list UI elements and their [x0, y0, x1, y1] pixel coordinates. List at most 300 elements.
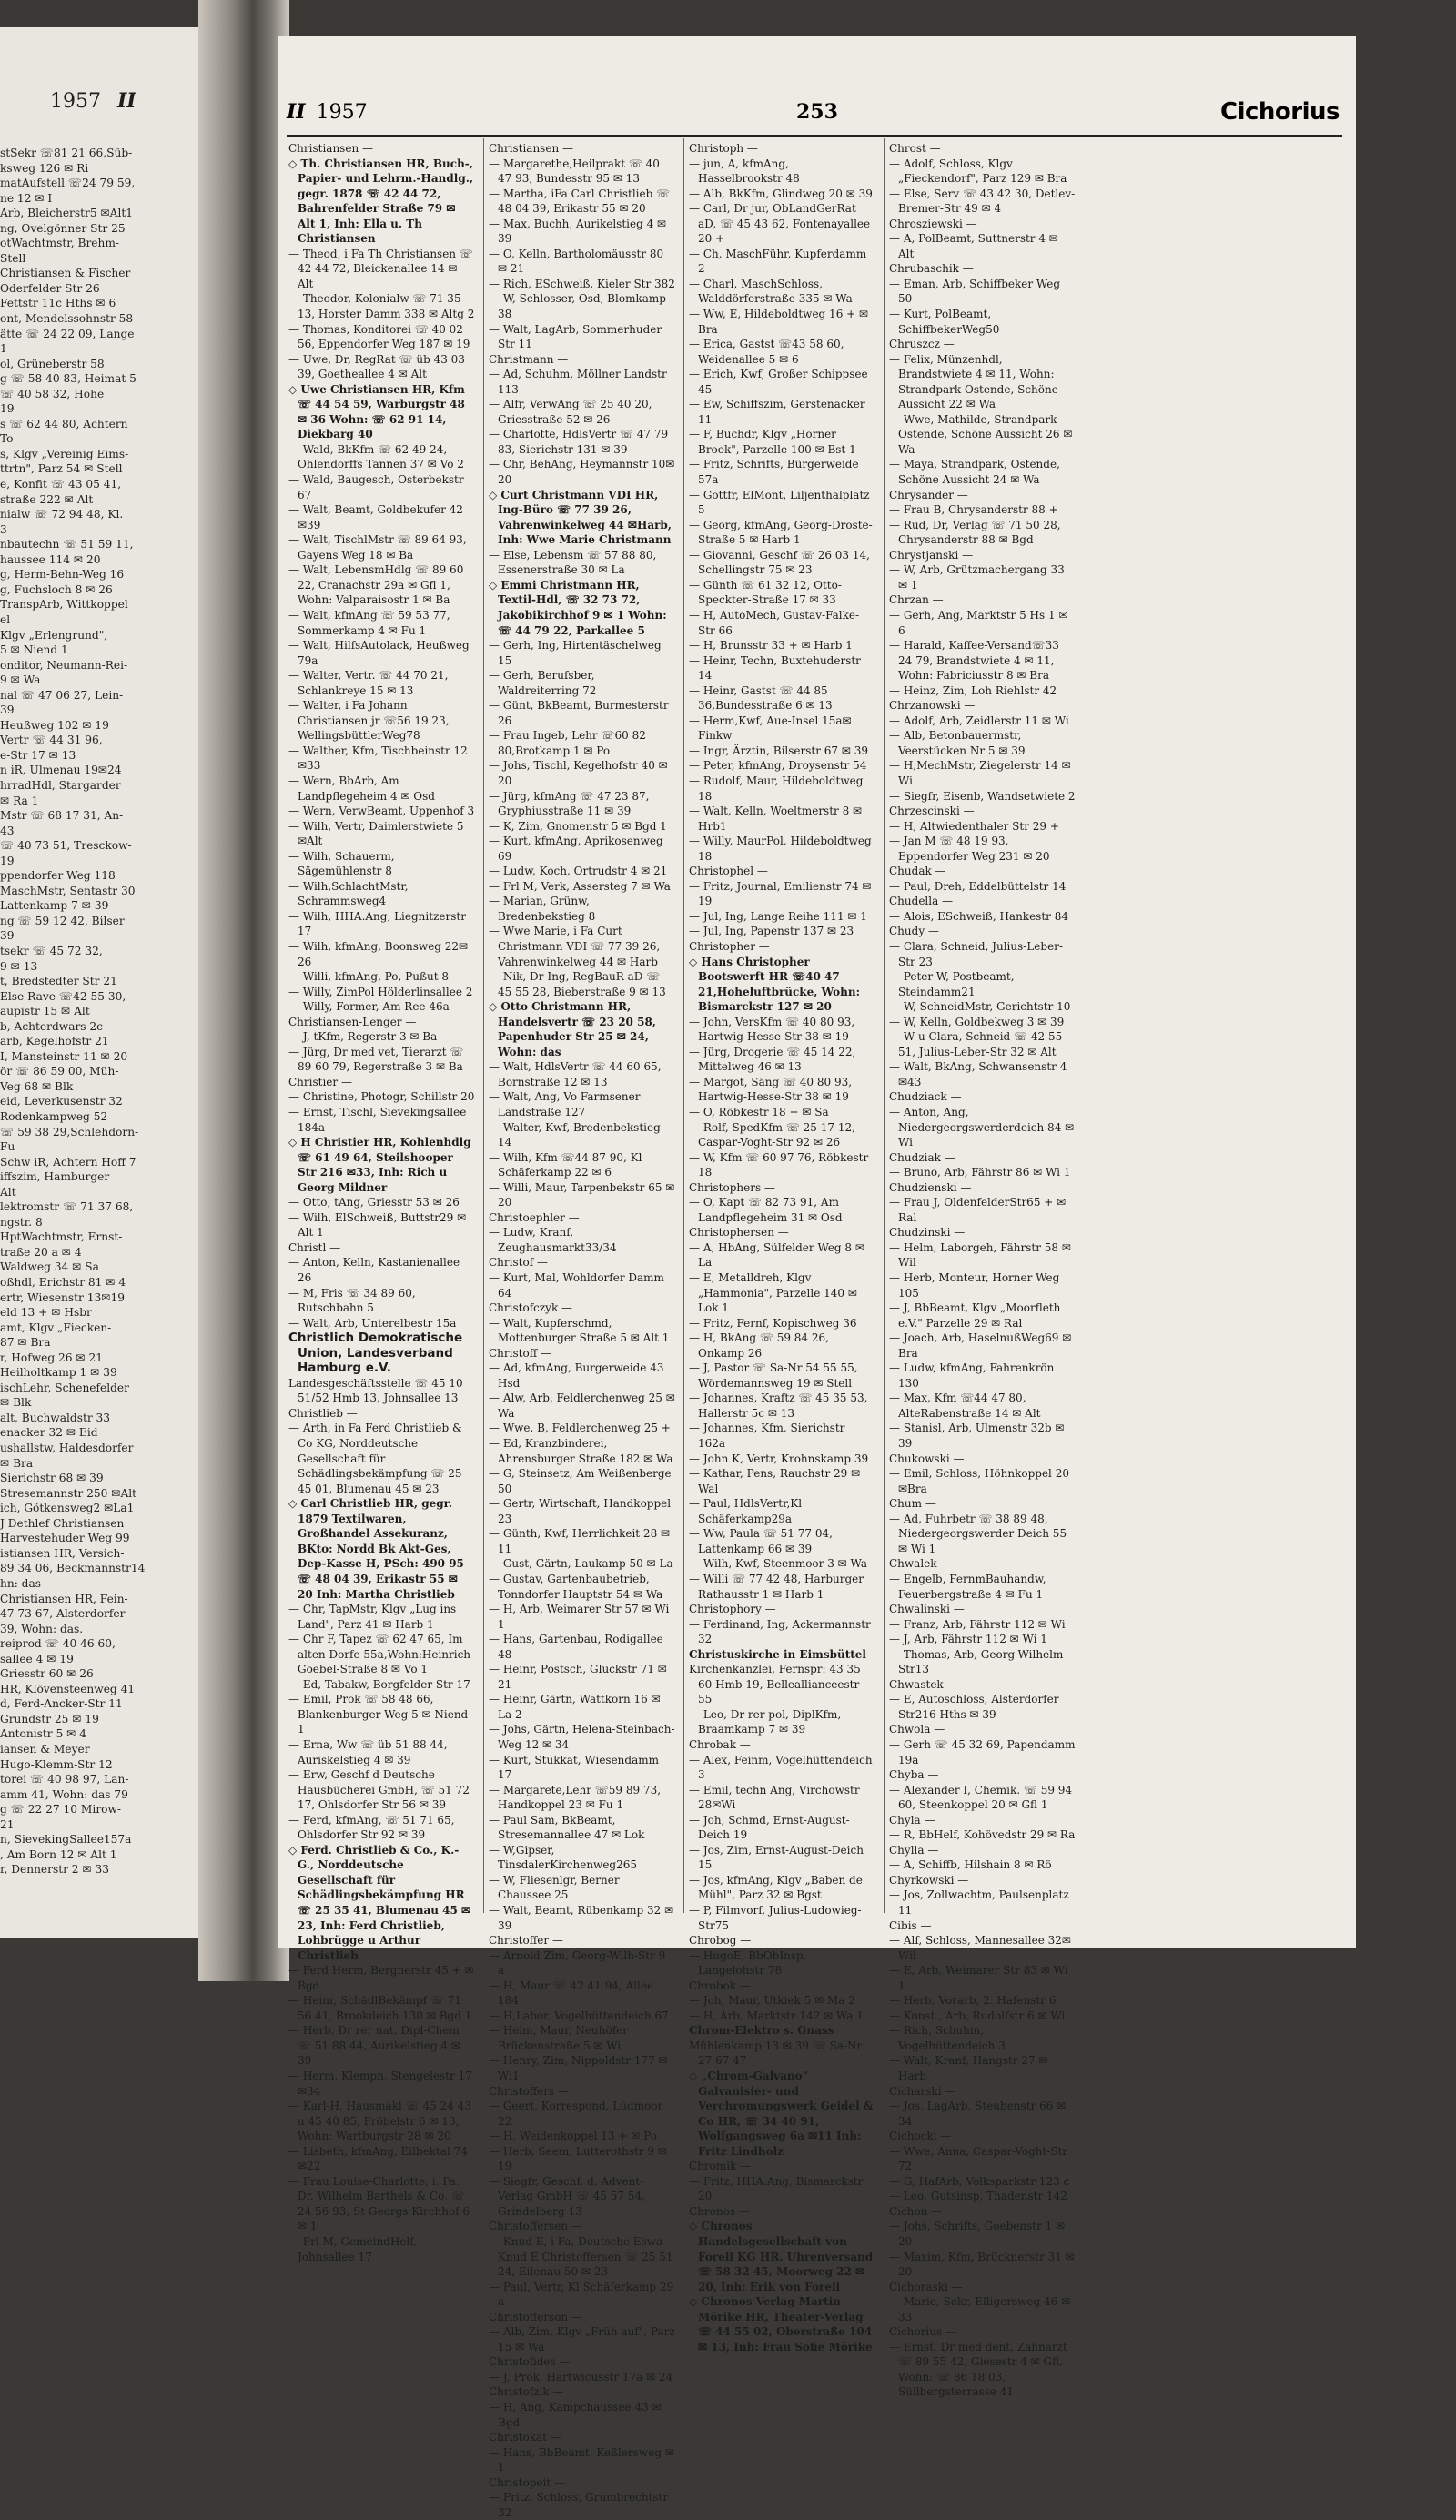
directory-entry: — Margot, Säng ☏ 40 80 93, Hartwig-Hesse-Str 38 ✉ 19 — [689, 1075, 853, 1104]
directory-entry: — Ferd, kfmAng, ☏ 51 71 65, Ohlsdorfer Str 92 ✉ 39 — [288, 1813, 455, 1842]
directory-entry: — G, HafArb, Volksparkstr 123 c — [889, 2174, 1070, 2188]
directory-entry: — Gerh ☏ 45 32 69, Papendamm 19a — [889, 1737, 1076, 1766]
left-page-line: b, Achterdwars 2c — [0, 1019, 103, 1033]
header-rule — [287, 135, 1342, 137]
directory-entry: — Rich, ESchweiß, Kieler Str 382 — [489, 277, 675, 290]
left-page-line: el — [0, 612, 11, 626]
directory-entry: — Walter, Kwf, Bredenbekstieg 14 — [489, 1120, 661, 1149]
directory-entry: — Adolf, Schloss, Klgv „Fieckendorf", Parz 129 ✉ Bra — [889, 157, 1067, 186]
left-page-line: ätte ☏ 24 22 09, Lange — [0, 327, 135, 340]
firm-entry: ◇ Chronos Verlag Martin Mörike HR, Theater-Verlag ☏ 44 55 02, Oberstraße 104 ✉ 13, Inh: Frau Sofie Mörike — [689, 2295, 873, 2353]
directory-entry: — Alb, Zim, Klgv „Früh auf", Parz 15 ✉ Wa — [489, 2325, 675, 2353]
left-page-line: Antonistr 5 ✉ 4 — [0, 1727, 86, 1741]
directory-entry: — Herm,Kwf, Aue-Insel 15a✉Finkw — [689, 713, 852, 743]
directory-entry: — Willi, Maur, Tarpenbekstr 65 ✉20 — [489, 1180, 675, 1209]
directory-entry: — Konst., Arb, Rudolfstr 6 ✉ Wi — [889, 2009, 1066, 2022]
directory-entry: — Walt, LagArb, Sommerhuder Str 11 — [489, 322, 662, 351]
left-page-line: oßhdl, Erichstr 81 ✉ 4 — [0, 1276, 126, 1290]
left-header-year: 1957 — [50, 90, 101, 113]
left-page-line: 39 — [0, 703, 15, 717]
directory-entry: — Carl, Dr jur, ObLandGerRat aD, ☏ 45 43 62, Fontenayallee 20 + — [689, 202, 871, 246]
directory-entry: — Maya, Strandpark, Ostende, Schöne Aussicht 24 ✉ Wa — [889, 458, 1060, 487]
surname-heading: Chrystjanski — — [889, 548, 974, 562]
surname-heading: Chyla — — [889, 1813, 935, 1827]
directory-entry: — Joh, Maur, Utkiek 5 ✉ Ma 2 — [689, 1994, 855, 2008]
directory-entry: — Herb, Monteur, Horner Weg 105 — [889, 1271, 1060, 1300]
directory-entry: — A, Schiffb, Hilshain 8 ✉ Rö — [889, 1858, 1052, 1872]
directory-entry: — Ferd Herm, Bergnerstr 45 + ✉Bgd — [288, 1964, 474, 1992]
surname-heading: Christofczyk — — [489, 1301, 573, 1315]
left-page-line: g ☏ 22 27 10 Mirow- — [0, 1803, 122, 1817]
left-header-volume: II — [117, 89, 136, 113]
left-page-line: Fettstr 11c Hths ✉ 6 — [0, 297, 116, 310]
left-page-line: straße 222 ✉ Alt — [0, 492, 94, 506]
directory-entry: — Fritz, Schloss, Grumbrechtstr 32 — [489, 2491, 669, 2519]
left-page-line: amm 41, Wohn: das 79 — [0, 1787, 128, 1801]
left-page-line: 9 ✉ Wa — [0, 673, 41, 687]
left-page-line: t, Bredstedter Str 21 — [0, 975, 117, 988]
left-page-line: 19 — [0, 402, 15, 416]
left-page-line: 39 — [0, 929, 15, 943]
left-page-line: ne 12 ✉ I — [0, 191, 53, 205]
directory-entry: — Max, Kfm ☏44 47 80, AlteRabenstraße 14 ✉ Alt — [889, 1392, 1041, 1420]
directory-entry: — Wilh, Vertr, Daimlerstwiete 5 ✉Alt — [288, 819, 464, 848]
directory-entry: — Theod, i Fa Th Christiansen ☏ 42 44 72, Bleickenallee 14 ✉ Alt — [288, 247, 473, 290]
directory-entry: — Clara, Schneid, Julius-Leber-Str 23 — [889, 939, 1063, 968]
firm-entry: ◇ Emmi Christmann HR, Textil-Hdl, ☏ 32 73 72, Jakobikirchhof 9 ✉ 1 Wohn: ☏ 44 79 22, Parkallee 5 — [489, 578, 667, 637]
directory-entry: — Walter, i Fa Johann Christiansen jr ☏56 19 23, WellingsbüttlerWeg78 — [288, 699, 450, 743]
left-page-line: g, Herm-Behn-Weg 16 — [0, 568, 125, 582]
surname-heading: Chudy — — [889, 925, 939, 938]
directory-entry: — O, Röbkestr 18 + ✉ Sa — [689, 1106, 829, 1118]
surname-heading: Chromik — — [689, 2160, 752, 2173]
directory-entry: — Frl M, GemeindHelf, Johnsallee 17 — [288, 2235, 418, 2263]
surname-heading: Christlieb — — [288, 1406, 358, 1420]
surname-heading: Chronos — — [689, 2204, 750, 2218]
left-page-line: r, Hofweg 26 ✉ 21 — [0, 1351, 104, 1364]
directory-entry: — Walt, Arb, Unterelbestr 15a — [288, 1316, 457, 1330]
directory-column-2 — [489, 141, 675, 2520]
directory-entry: — Kurt, kfmAng, Aprikosenweg 69 — [489, 835, 663, 863]
directory-entry: — Walt, HilfsAutolack, Heußweg 79a — [288, 639, 470, 667]
directory-entry: — J, Pastor ☏ Sa-Nr 54 55 55, Wördemannsweg 19 ✉ Stell — [689, 1361, 858, 1390]
left-page-line: Mstr ☏ 68 17 31, An- — [0, 809, 124, 823]
directory-entry: — J, Prok, Hartwicusstr 17a ✉ 24 — [489, 2370, 673, 2383]
directory-entry: — Rolf, SpedKfm ☏ 25 17 12, Caspar-Voght-Str 92 ✉ 26 — [689, 1120, 855, 1149]
directory-entry: — Jürg, Drogerie ☏ 45 14 22, Mittelweg 46 ✉ 13 — [689, 1045, 856, 1074]
directory-entry: — Charl, MaschSchloss, Walddörferstraße 335 ✉ Wa — [689, 277, 853, 306]
directory-entry: — J, BbBeamt, Klgv „Moorfleth e.V." Parzelle 29 ✉ Ral — [889, 1301, 1061, 1330]
directory-entry: — Jul, Ing, Lange Reihe 111 ✉ 1 — [689, 909, 867, 923]
surname-heading: Christophel — — [689, 865, 768, 878]
left-page-line: tsekr ☏ 45 72 32, — [0, 944, 103, 957]
directory-entry: — Willy, ZimPol Hölderlinsallee 2 — [288, 985, 473, 998]
surname-heading: Christopher — — [689, 939, 770, 953]
left-page-line: onditor, Neumann-Rei- — [0, 658, 128, 672]
directory-entry: Kirchenkanzlei, Fernspr: 43 35 60 Hmb 19, Belleallianceestr 55 — [689, 1663, 861, 1706]
directory-entry: — Joh, Schmd, Ernst-August-Deich 19 — [689, 1813, 850, 1842]
directory-entry: — Margarethe,Heilprakt ☏ 40 47 93, Bundesstr 95 ✉ 13 — [489, 157, 660, 186]
directory-column-1 — [288, 141, 475, 2264]
directory-entry: — Lisbeth, kfmAng, Eilbektal 74✉22 — [288, 2144, 468, 2173]
directory-entry: — Walter, Vertr. ☏ 44 70 21, Schlankreye 15 ✉ 13 — [288, 669, 449, 697]
left-page-column — [0, 146, 195, 1877]
directory-entry: — R, BbHelf, Kohövedstr 29 ✉ Ra — [889, 1828, 1076, 1842]
directory-entry: — Nik, Dr-Ing, RegBauR aD ☏ 45 55 28, Bieberstraße 9 ✉ 13 — [489, 970, 666, 998]
directory-entry: — H, Maur ☏ 42 41 94, Allee 184 — [489, 1979, 654, 2008]
directory-entry: — Ferdinand, Ing, Ackermannstr 32 — [689, 1617, 871, 1646]
directory-entry: — Arth, in Fa Ferd Christlieb & Co KG, Norddeutsche Gesellschaft für Schädlingsbekämpfung ☏ 25 45 01, Blumenau 45 ✉ 23 — [288, 1422, 462, 1495]
directory-entry: — Gustav, Gartenbaubetrieb, Tonndorfer Hauptstr 54 ✉ Wa — [489, 1572, 663, 1601]
directory-entry: — Wald, BkKfm ☏ 62 49 24, Ohlendorffs Tannen 37 ✉ Vo 2 — [288, 442, 464, 471]
left-page-line: ertr, Wiesenstr 13✉19 — [0, 1290, 125, 1304]
directory-entry: — Frau Ingeb, Lehr ☏60 82 80,Brotkamp 1 ✉ Po — [489, 729, 646, 757]
surname-heading: Christoephler — — [489, 1210, 580, 1224]
directory-entry: — Margarete,Lehr ☏59 89 73, Handkoppel 23 ✉ Fu 1 — [489, 1783, 662, 1812]
directory-entry: — Paul, HdlsVertr,Kl Schäferkamp29a — [689, 1497, 803, 1525]
left-page-line: I, Mansteinstr 11 ✉ 20 — [0, 1049, 128, 1063]
directory-entry: — Gust, Gärtn, Laukamp 50 ✉ La — [489, 1557, 673, 1571]
directory-entry: — Gerh, Ing, Hirtentäschelweg 15 — [489, 639, 662, 667]
directory-entry: — Herb, Seem, Lutterothstr 9 ✉ 19 — [489, 2144, 667, 2173]
directory-entry: — Ernst, Tischl, Sievekingsallee 184a — [288, 1106, 467, 1134]
left-page-line: HR, Klövensteenweg 41 — [0, 1682, 136, 1695]
firm-entry: ◇ Carl Christlieb HR, gegr. 1879 Textilwaren, Großhandel Assekuranz, BKto: Nordd Bk Akt-Ges, Dep-Kasse H, PSch: 490 95 ☏ 48 04 39, Erikastr 55 ✉ 20 Inh: Martha Christlieb — [288, 1497, 464, 1601]
directory-entry: — Ingr, Ärztin, Bilserstr 67 ✉ 39 — [689, 744, 868, 757]
directory-entry: — Walt, Kranf, Hangstr 27 ✉ Harb — [889, 2054, 1048, 2082]
left-page-line: nialw ☏ 72 94 48, Kl. — [0, 508, 124, 521]
left-page-line: traße 20 a ✉ 4 — [0, 1245, 82, 1259]
directory-entry: — Rich, Schuhm, Vogelhüttendeich 3 — [889, 2024, 1006, 2052]
left-page-line: Oderfelder Str 26 — [0, 281, 100, 295]
directory-entry: — Ww, Paula ☏ 51 77 04, Lattenkamp 66 ✉ 39 — [689, 1527, 833, 1555]
left-page-line: haussee 114 ✉ 20 — [0, 552, 101, 566]
directory-entry: — Erw, Geschf d Deutsche Hausbücherei GmbH, ☏ 51 72 17, Ohlsdorfer Str 56 ✉ 39 — [288, 1768, 470, 1812]
surname-heading: Christmann — — [489, 352, 569, 366]
header-volume: II — [287, 100, 306, 124]
directory-entry: — H, Brunsstr 33 + ✉ Harb 1 — [689, 639, 853, 653]
directory-entry: — Herb, Vorarb, 2. Hafenstr 6 — [889, 1994, 1057, 2008]
directory-entry: — Johs, Gärtn, Helena-Steinbach-Weg 12 ✉ 34 — [489, 1723, 675, 1751]
directory-entry: — Thomas, Konditorei ☏ 40 02 56, Eppendorfer Weg 187 ✉ 19 — [288, 322, 470, 351]
left-page-line: d, Ferd-Ancker-Str 11 — [0, 1697, 123, 1711]
directory-entry: — E, Arb, Weimarer Str 83 ✉ Wi 1 — [889, 1964, 1068, 1992]
surname-heading: Chrobak — — [689, 1737, 751, 1751]
directory-entry: — Wald, Baugesch, Osterbekstr 67 — [288, 473, 464, 501]
directory-entry: — Heinr, Gastst ☏ 44 85 36,Bundesstraße 6 ✉ 13 — [689, 683, 833, 713]
directory-entry: — Fritz, HHA.Ang, Bismarckstr 20 — [689, 2174, 864, 2203]
left-page-line: ushallstw, Haldesdorfer — [0, 1442, 134, 1455]
firm-entry: ◇ Th. Christiansen HR, Buch-, Papier- und Lehrm.-Handlg., gegr. 1878 ☏ 42 44 72, Bahrenfelder Straße 79 ✉ Alt 1, Inh: Ella u. Th Christiansen — [288, 157, 474, 246]
left-page-line: enacker 32 ✉ Eid — [0, 1426, 98, 1440]
surname-heading: Cibis — — [889, 1918, 932, 1932]
surname-heading: Chum — — [889, 1497, 936, 1511]
left-page-line: Griesstr 60 ✉ 26 — [0, 1667, 94, 1681]
surname-heading: Chudzinski — — [889, 1226, 966, 1240]
directory-entry: — Kathar, Pens, Rauchstr 29 ✉ Wal — [689, 1467, 861, 1495]
directory-entry: — H, BkAng ☏ 59 84 26, Onkamp 26 — [689, 1331, 829, 1360]
directory-entry: — Ed, Tabakw, Borgfelder Str 17 — [288, 1677, 470, 1691]
left-page-line: Alt — [0, 1185, 16, 1199]
surname-heading: Christofferson — — [489, 2310, 582, 2323]
left-page-line: r, Dennerstr 2 ✉ 33 — [0, 1863, 110, 1877]
left-page-line: ☏ 40 73 51, Tresckow- — [0, 839, 132, 853]
directory-entry: — Ww, E, Hildeboldtweg 16 + ✉Bra — [689, 308, 869, 336]
directory-entry: — Johs, Tischl, Kegelhofstr 40 ✉ 20 — [489, 759, 668, 787]
left-page-header — [50, 89, 136, 113]
left-page-line: ☏ 40 58 32, Hohe — [0, 387, 105, 400]
firm-entry: Christlich Demokratische Union, Landesverband Hamburg e.V. — [288, 1331, 463, 1376]
surname-heading: Chudzienski — — [889, 1180, 972, 1194]
directory-entry: — Helm, Laborgeh, Fährstr 58 ✉Wil — [889, 1240, 1071, 1270]
directory-entry: — Walt, Beamt, Goldbekufer 42 ✉39 — [288, 503, 463, 531]
surname-heading: Chyba — — [889, 1768, 939, 1782]
directory-entry: — Emil, Prok ☏ 58 48 66, Blankenburger Weg 5 ✉ Niend 1 — [288, 1693, 469, 1736]
directory-entry: — Martha, iFa Carl Christlieb ☏ 48 04 39, Erikastr 55 ✉ 20 — [489, 187, 671, 216]
running-head: Cichorius — [1220, 98, 1340, 126]
surname-heading: Chwola — — [889, 1723, 945, 1736]
surname-heading: Christiansen — — [489, 142, 573, 155]
directory-entry: — Emil, techn Ang, Virchowstr 28✉Wi — [689, 1783, 860, 1812]
directory-entry: — Stanisl, Arb, Ulmenstr 32b ✉ 39 — [889, 1422, 1065, 1451]
directory-entry: — Kurt, Stukkat, Wiesendamm 17 — [489, 1753, 659, 1782]
directory-entry: — Giovanni, Geschf ☏ 26 03 14, Schellingstr 75 ✉ 23 — [689, 548, 870, 577]
directory-entry: — Geert, Korrespond, Lüdmoor 22 — [489, 2100, 663, 2128]
directory-entry: — W, Schlosser, Osd, Blomkamp 38 — [489, 292, 666, 321]
directory-entry: — Walt, HdlsVertr ☏ 44 60 65, Bornstraße 12 ✉ 13 — [489, 1060, 662, 1088]
directory-entry: — Walt, Ang, Vo Farmsener Landstraße 127 — [489, 1090, 641, 1118]
directory-entry: — Wwe, Mathilde, Strandpark Ostende, Schöne Aussicht 26 ✉ Wa — [889, 412, 1073, 456]
directory-entry: — Ludw, kfmAng, Fahrenkrön 130 — [889, 1361, 1055, 1390]
left-page-line: Rodenkampweg 52 — [0, 1110, 108, 1123]
directory-entry: — W, Kfm ☏ 60 97 76, Röbkestr 18 — [689, 1150, 869, 1179]
left-page-line: 87 ✉ Bra — [0, 1336, 51, 1350]
page-number: 253 — [796, 100, 838, 124]
directory-entry: — Willi, kfmAng, Po, Pußut 8 — [288, 970, 449, 984]
directory-entry: — H,Labor, Vogelhüttendeich 67 — [489, 2009, 669, 2022]
directory-entry: — Heinr, SchädlBekämpf ☏ 71 56 41, Brookdeich 130 ✉ Bgd 1 — [288, 1994, 472, 2022]
left-page-line: , Am Born 12 ✉ Alt 1 — [0, 1847, 117, 1861]
directory-entry: — Wilh, HHA.Ang, Liegnitzerstr 17 — [288, 909, 466, 938]
left-page-line: Hugo-Klemm-Str 12 — [0, 1757, 113, 1771]
left-page-line: 21 — [0, 1817, 15, 1831]
directory-entry: — Walt, LebensmHdlg ☏ 89 60 22, Cranachstr 29a ✉ Gfl 1, Wohn: Valparaisostr 1 ✉ Ba — [288, 563, 464, 607]
directory-entry: — Kurt, Mal, Wohldorfer Damm 64 — [489, 1271, 664, 1300]
directory-entry: — Wwe, Anna, Caspar-Voght-Str 72 — [889, 2144, 1068, 2173]
surname-heading: Chylla — — [889, 1843, 939, 1857]
directory-entry: — A, HbAng, Sülfelder Weg 8 ✉ La — [689, 1240, 864, 1270]
directory-entry: — Christine, Photogr, Schillstr 20 — [288, 1090, 475, 1104]
left-page-line: Fu — [0, 1140, 15, 1154]
directory-entry: — Henry, Zim, Nippoldstr 177 ✉ Wi1 — [489, 2054, 668, 2082]
directory-entry: — Jos, kfmAng, Klgv „Baben de Mühl", Parz 32 ✉ Bgst — [689, 1873, 863, 1902]
surname-heading: Christiansen — — [288, 142, 373, 155]
left-page-line: Lattenkamp 7 ✉ 39 — [0, 899, 109, 913]
directory-entry: — Alb, Betonbauermstr, Veerstücken Nr 5 ✉ 39 — [889, 729, 1026, 757]
directory-entry: — Erich, Kwf, Großer Schippsee 45 — [689, 368, 868, 396]
directory-entry: — Willi ☏ 77 42 48, Harburger Rathausstr 1 ✉ Harb 1 — [689, 1572, 864, 1601]
directory-entry: — Heinr, Postsch, Gluckstr 71 ✉ 21 — [489, 1663, 667, 1691]
directory-entry: — M, Fris ☏ 34 89 60, Rutschbahn 5 — [288, 1286, 416, 1315]
directory-entry: — Gerh, Ang, Marktstr 5 Hs 1 ✉ 6 — [889, 608, 1068, 637]
left-page-line: ☏ 59 38 29,Schlehdorn- — [0, 1125, 139, 1139]
directory-entry: — Georg, kfmAng, Georg-Droste-Straße 5 ✉ Harb 1 — [689, 518, 873, 547]
left-page-line: reiprod ☏ 40 46 60, — [0, 1637, 116, 1651]
surname-heading: Chrubaschik — — [889, 262, 974, 276]
header-year: 1957 — [316, 101, 368, 124]
directory-entry: — J, tKfm, Regerstr 3 ✉ Ba — [288, 1030, 438, 1044]
directory-entry: — Alf, Schloss, Mannesallee 32✉Wil — [889, 1934, 1071, 1962]
directory-entry: — Frau J, OldenfelderStr65 + ✉Ral — [889, 1196, 1067, 1224]
directory-entry: — Ad, Fuhrbetr ☏ 38 89 48, Niedergeorgswerder Deich 55 ✉ Wi 1 — [889, 1512, 1067, 1555]
left-page-line: J Dethlef Christiansen — [0, 1516, 125, 1530]
left-page-line: 9 ✉ 13 — [0, 959, 38, 973]
directory-entry: — Alfr, VerwAng ☏ 25 40 20, Griesstraße 52 ✉ 26 — [489, 398, 652, 426]
directory-entry: — Jul, Ing, Papenstr 137 ✉ 23 — [689, 925, 854, 938]
left-page-line: sallee 4 ✉ 19 — [0, 1652, 74, 1665]
directory-entry: — Bruno, Arb, Fährstr 86 ✉ Wi 1 — [889, 1166, 1071, 1179]
left-page-line: arb, Kegelhofstr 21 — [0, 1035, 109, 1048]
left-page-line: Harvestehuder Weg 99 — [0, 1532, 130, 1545]
directory-entry: — Erna, Ww ☏ üb 51 88 44, Auriskelstieg 4 ✉ 39 — [288, 1737, 448, 1766]
directory-entry: — Walt, kfmAng ☏ 59 53 77, Sommerkamp 4 ✉ Fu 1 — [288, 608, 450, 637]
surname-heading: Christokat — — [489, 2431, 561, 2444]
directory-entry: — Siegfr, Eisenb, Wandsetwiete 2 — [889, 789, 1076, 803]
left-page-line: ischLehr, Schenefelder — [0, 1381, 129, 1394]
directory-entry: — Paul, Vertr, Kl Schäferkamp 29 a — [489, 2280, 674, 2309]
left-page-line: MaschMstr, Sentastr 30 — [0, 884, 136, 897]
directory-entry: — Erica, Gastst ☏43 58 60, Weidenallee 5 ✉ 6 — [689, 338, 844, 366]
directory-entry: — Gottfr, ElMont, Liljenthalplatz 5 — [689, 488, 870, 517]
surname-heading: Cichorius — — [889, 2325, 956, 2339]
left-page-line: Stresemannstr 250 ✉Alt — [0, 1486, 137, 1500]
directory-entry: — Chr F, Tapez ☏ 62 47 65, Im alten Dorfe 55a,Wohn:Heinrich-Goebel-Straße 8 ✉ Vo 1 — [288, 1633, 475, 1676]
directory-entry: — H, Arb, Marktstr 142 ✉ Wa 1 — [689, 2009, 864, 2022]
directory-entry: — H, Arb, Weimarer Str 57 ✉ Wi 1 — [489, 1603, 670, 1631]
left-page-line: 43 — [0, 824, 15, 837]
directory-entry: — Leo, Gutsinsp, Thadenstr 142 — [889, 2190, 1067, 2203]
directory-entry: — Siegfr, Geschf. d. Advent-Verlag GmbH ☏ 45 57 54, Grindelberg 13 — [489, 2174, 645, 2218]
directory-entry: — Anton, Ang, Niedergeorgswerderdeich 84 ✉ Wi — [889, 1106, 1075, 1149]
directory-entry: — Ch, MaschFühr, Kupferdamm 2 — [689, 247, 867, 276]
directory-entry: — Wilh, Kwf, Steenmoor 3 ✉ Wa — [689, 1557, 867, 1571]
directory-entry: — Marian, Grünw, Bredenbekstieg 8 — [489, 895, 596, 923]
left-page-line: eld 13 + ✉ Hsbr — [0, 1306, 92, 1320]
directory-entry: — Wilh, ElSchweiß, Buttstr29 ✉Alt 1 — [288, 1210, 467, 1240]
directory-entry: — Eman, Arb, Schiffbeker Weg 50 — [889, 277, 1061, 306]
directory-entry: — Paul Sam, BkBeamt, Stresemannallee 47 ✉ Lok — [489, 1813, 645, 1842]
directory-entry: — Else, Serv ☏ 43 42 30, Detlev-Bremer-Str 49 ✉ 4 — [889, 187, 1076, 216]
directory-entry: — Herb, Dr rer nat, Dipl-Chem ☏ 51 88 44, Aurikelstieg 4 ✉ 39 — [288, 2024, 460, 2068]
surname-heading: Chukowski — — [889, 1452, 965, 1465]
surname-heading: Chrosziewski — — [889, 217, 977, 230]
directory-entry: — Paul, Dreh, Eddelbüttelstr 14 — [889, 879, 1067, 893]
left-page-line: g, Fuchsloch 8 ✉ 26 — [0, 582, 113, 596]
left-page-line: lektromstr ☏ 71 37 68, — [0, 1200, 134, 1214]
left-page-line: ksweg 126 ✉ Ri — [0, 161, 89, 175]
left-page-line: ✉ Bra — [0, 1456, 34, 1470]
directory-entry: — Ludw, Kranf, Zeughausmarkt33/34 — [489, 1226, 617, 1254]
firm-entry: ◇ Ferd. Christlieb & Co., K.-G., Norddeutsche Gesellschaft für Schädlingsbekämpfung HR ☏ 25 35 41, Blumenau 45 ✉ 23, Inh: Ferd Christlieb, Lohbrügge u Arthur Christlieb — [288, 1843, 471, 1962]
left-page-line: stSekr ☏81 21 66,Süb- — [0, 147, 133, 159]
left-page-line: ✉ Ra 1 — [0, 794, 39, 807]
directory-entry: — John K, Vertr, Krohnskamp 39 — [689, 1452, 869, 1465]
directory-entry: — Alexander I, Chemik. ☏ 59 94 60, Steenkoppel 20 ✉ Gfl 1 — [889, 1783, 1073, 1812]
directory-entry: — Leo, Dr rer pol, DiplKfm, Braamkamp 7 ✉ 39 — [689, 1707, 842, 1736]
firm-entry: Chrom-Elektro s. Gnass — [689, 2024, 834, 2038]
directory-entry: — Jürg, Dr med vet, Tierarzt ☏ 89 60 79, Regerstraße 3 ✉ Ba — [288, 1045, 464, 1074]
right-page — [278, 36, 1356, 2519]
directory-entry: — W,Gipser, TinsdalerKirchenweg265 — [489, 1843, 638, 1872]
directory-entry: — K, Zim, Gnomenstr 5 ✉ Bgd 1 — [489, 819, 667, 833]
surname-heading: Cichocki — — [889, 2130, 952, 2143]
directory-column-3 — [689, 141, 875, 2354]
directory-entry: — Wern, VerwBeamt, Uppenhof 3 — [288, 805, 475, 818]
surname-heading: Christof — — [489, 1256, 548, 1270]
surname-heading: Christophers — — [689, 1180, 775, 1194]
directory-entry: — Jos, LagArb, Steubenstr 66 ✉ 34 — [889, 2100, 1067, 2128]
book-gutter — [198, 0, 289, 1981]
directory-entry: — Hans, BbBeamt, Keßlersweg ✉ 1 — [489, 2445, 674, 2474]
left-page-line: iffszim, Hamburger — [0, 1170, 110, 1184]
directory-entry: — Fritz, Journal, Emilienstr 74 ✉ 19 — [689, 879, 872, 908]
surname-heading: Christophersen — — [689, 1226, 789, 1240]
directory-entry: — Charlotte, HdlsVertr ☏ 47 79 83, Sierichstr 131 ✉ 39 — [489, 428, 669, 456]
surname-heading: Christoffer — — [489, 1934, 563, 1948]
firm-entry: ◇ „Chrom-Galvano" Galvanisier- und Verchromungswerk Geidel & Co HR, ☏ 34 40 91, Wolfgangsweg 6a ✉11 Inh: Fritz Lindholz — [689, 2070, 874, 2158]
directory-entry: — Wern, BbArb, Am Landpflegeheim 4 ✉ Osd — [288, 774, 435, 803]
firm-entry: ◇ Curt Christmann VDI HR, Ing-Büro ☏ 77 39 26, Vahrenwinkelweg 44 ✉Harb, Inh: Wwe Marie Christmann — [489, 488, 672, 547]
directory-entry: — Maxim, Kfm, Brücknerstr 31 ✉ 20 — [889, 2250, 1075, 2279]
left-page-line: Christiansen HR, Fein- — [0, 1592, 128, 1605]
left-page-line: g ☏ 58 40 83, Heimat 5 — [0, 372, 136, 386]
left-page-line: Klgv „Erlengrund", — [0, 628, 108, 642]
surname-heading: Chudella — — [889, 895, 954, 908]
directory-entry: — Alb, BkKfm, Glindweg 20 ✉ 39 — [689, 187, 873, 200]
left-page-line: istiansen HR, Versich- — [0, 1546, 125, 1560]
left-page-line: hrradHdl, Stargarder — [0, 778, 121, 792]
directory-entry: — Heinr, Techn, Buxtehuderstr 14 — [689, 653, 861, 683]
left-page-line: e, Konfit ☏ 43 05 41, — [0, 478, 122, 491]
directory-entry: — Gerh, Berufsber, Waldreiterring 72 — [489, 669, 597, 697]
directory-entry: — Rud, Dr, Verlag ☏ 71 50 28, Chrysanderstr 88 ✉ Bgd — [889, 518, 1061, 547]
surname-heading: Chwalinski — — [889, 1603, 965, 1616]
firm-entry: ◇ Hans Christopher Bootswerft HR ☏40 47 21,Hoheluftbrücke, Wohn: Bismarckstr 127 ✉ 20 — [689, 955, 860, 1014]
left-page-line: ol, Grüneberstr 58 — [0, 357, 105, 370]
left-page-line: HptWachtmstr, Ernst- — [0, 1230, 123, 1244]
directory-entry: — Fritz, Schrifts, Bürgerweide 57a — [689, 458, 859, 487]
directory-entry: — Wilh, Kfm ☏44 87 90, Kl Schäferkamp 22 ✉ 6 — [489, 1150, 642, 1179]
left-page-line: 47 73 67, Alsterdorfer — [0, 1607, 126, 1621]
directory-entry: — Wilh, kfmAng, Boonsweg 22✉26 — [288, 939, 469, 968]
left-page-line: ngstr. 8 — [0, 1215, 43, 1229]
directory-entry: — O, Kelln, Bartholomäusstr 80 ✉ 21 — [489, 247, 664, 276]
directory-entry: — Fritz, Fernf, Kopischweg 36 — [689, 1316, 857, 1330]
directory-entry: — Walt, TischlMstr ☏ 89 64 93, Gayens Weg 18 ✉ Ba — [288, 533, 467, 562]
directory-entry: — Wilh,SchlachtMstr, Schrammsweg4 — [288, 879, 409, 908]
directory-entry: — Franz, Arb, Fährstr 112 ✉ Wi — [889, 1617, 1066, 1631]
left-page-line: amt, Klgv „Fiecken- — [0, 1321, 112, 1334]
directory-entry: — H, Weidenkoppel 13 + ✉ Po — [489, 2130, 657, 2143]
directory-entry: — H, Ang, Kampchaussee 43 ✉ Bgd — [489, 2401, 662, 2429]
firm-entry: ◇ Chronos Handelsgesellschaft von Forell KG HR. Uhrenversand ☏ 58 32 45, Moorweg 22 ✉ 20, Inh: Erik von Forell — [689, 2220, 874, 2293]
directory-column-4 — [889, 141, 1076, 2400]
left-page-line: e-Str 17 ✉ 13 — [0, 748, 76, 762]
directory-entry: — Frau B, Chrysanderstr 88 + — [889, 503, 1058, 517]
left-page-line: To — [0, 432, 14, 446]
left-page-line: ich, Götkensweg2 ✉La1 — [0, 1502, 135, 1515]
firm-entry: ◇ Otto Christmann HR, Handelsvertr ☏ 23 20 58, Papenhuder Str 25 ✉ 24, Wohn: das — [489, 1000, 656, 1058]
